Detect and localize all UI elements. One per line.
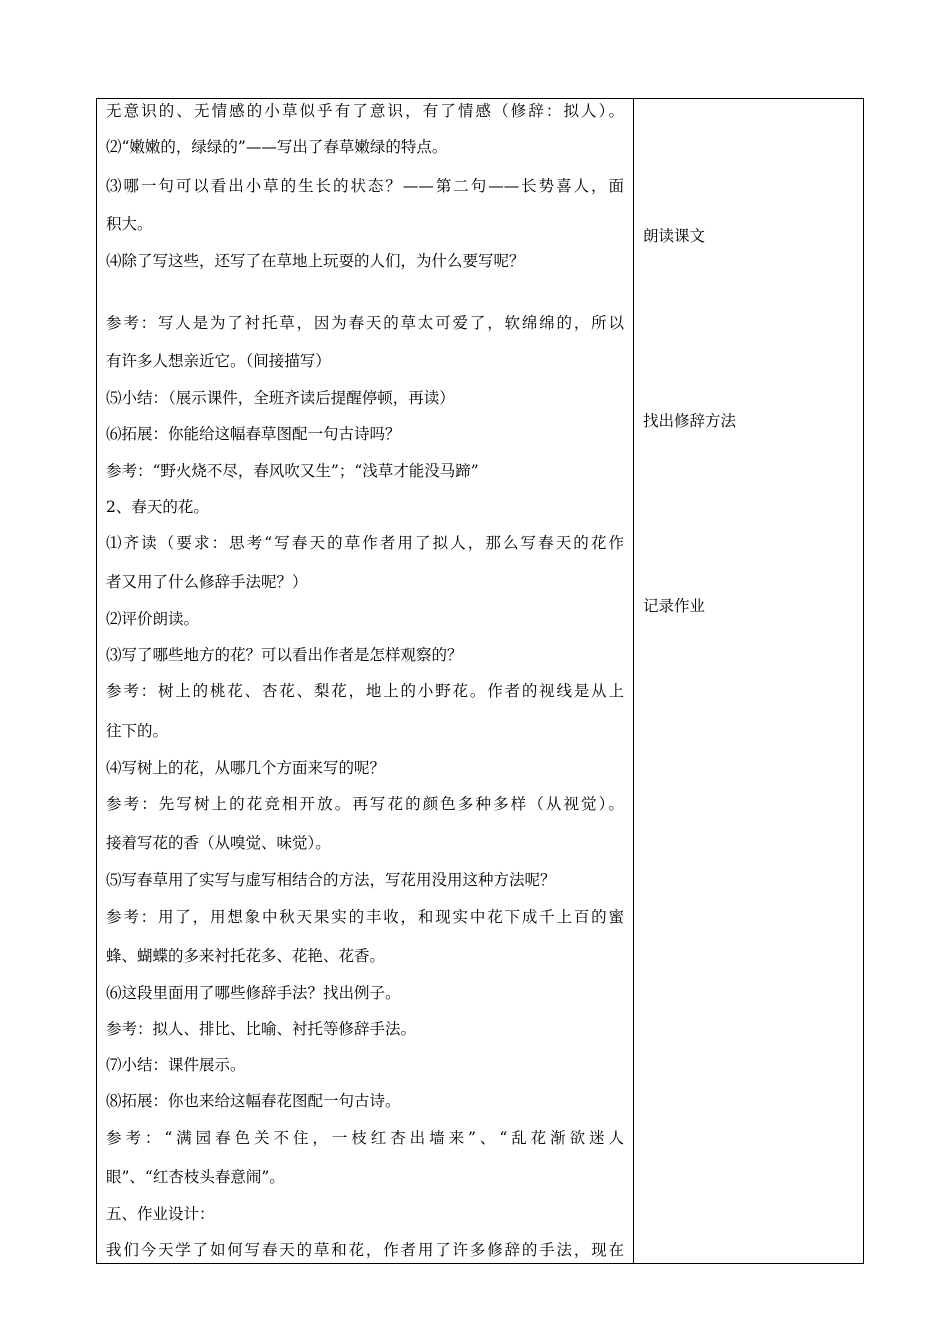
content-line: 参考：树上的桃花、杏花、梨花，地上的小野花。作者的视线是从上 bbox=[106, 682, 624, 700]
teaching-content-column bbox=[97, 99, 633, 1263]
content-line: ⑵评价朗读。 bbox=[106, 610, 200, 628]
content-line: ⑹拓展：你能给这幅春草图配一句古诗吗？ bbox=[106, 425, 401, 443]
content-line: 往下的。 bbox=[106, 722, 169, 740]
content-line: 蜂、蝴蝶的多来衬托花多、花艳、花香。 bbox=[106, 947, 386, 965]
content-line: 眼”、“红杏枝头春意闹”。 bbox=[106, 1168, 285, 1186]
content-line: 者又用了什么修辞手法呢？） bbox=[106, 573, 308, 591]
content-line: 参考：拟人、排比、比喻、衬托等修辞手法。 bbox=[106, 1020, 417, 1038]
content-line: ⑸写春草用了实写与虚写相结合的方法，写花用没用这种方法呢？ bbox=[106, 871, 556, 889]
content-line: ⑶写了哪些地方的花？可以看出作者是怎样观察的？ bbox=[106, 646, 463, 664]
content-line: 有许多人想亲近它。（间接描写） bbox=[106, 352, 331, 370]
content-line: 参考：“满园春色关不住，一枝红杏出墙来”、“乱花渐欲迷人 bbox=[106, 1129, 624, 1147]
content-line: ⑷写树上的花，从哪几个方面来写的呢？ bbox=[106, 759, 386, 777]
lesson-plan-table bbox=[96, 98, 864, 1264]
content-line: 参考：“野火烧不尽，春风吹又生”；“浅草才能没马蹄” bbox=[106, 462, 479, 480]
activity-note: 朗读课文 bbox=[643, 227, 706, 245]
section-heading: 2、春天的花。 bbox=[106, 498, 209, 516]
content-line: ⑹这段里面用了哪些修辞手法？找出例子。 bbox=[106, 984, 401, 1002]
content-line: 参考：写人是为了衬托草，因为春天的草太可爱了，软绵绵的，所以 bbox=[106, 314, 624, 332]
content-line: ⑺小结：课件展示。 bbox=[106, 1056, 246, 1074]
content-line: ⑻拓展：你也来给这幅春花图配一句古诗。 bbox=[106, 1092, 401, 1110]
content-line: 参考：先写树上的花竞相开放。再写花的颜色多种多样（从视觉）。 bbox=[106, 795, 624, 813]
content-line: 我们今天学了如何写春天的草和花，作者用了许多修辞的手法，现在 bbox=[106, 1241, 624, 1259]
content-line: ⑵“嫩嫩的，绿绿的”——写出了春草嫩绿的特点。 bbox=[106, 138, 448, 156]
activity-note: 记录作业 bbox=[643, 597, 706, 615]
content-line: 参考：用了，用想象中秋天果实的丰收，和现实中花下成千上百的蜜 bbox=[106, 908, 624, 926]
student-activity-column bbox=[634, 99, 863, 1263]
activity-note: 找出修辞方法 bbox=[643, 412, 737, 430]
content-line: ⑸小结：（展示课件，全班齐读后提醒停顿，再读） bbox=[106, 389, 455, 407]
content-line: 接着写花的香（从嗅觉、味觉）。 bbox=[106, 834, 331, 852]
section-heading: 五、作业设计： bbox=[106, 1205, 215, 1223]
content-line: ⑷除了写这些，还写了在草地上玩耍的人们，为什么要写呢？ bbox=[106, 252, 525, 270]
content-line: 积大。 bbox=[106, 215, 153, 233]
content-line: 无意识的、无情感的小草似乎有了意识，有了情感（修辞：拟人）。 bbox=[106, 102, 624, 120]
content-line: ⑶哪一句可以看出小草的生长的状态？——第二句——长势喜人，面 bbox=[106, 177, 624, 195]
content-line: ⑴齐读（要求：思考“写春天的草作者用了拟人，那么写春天的花作 bbox=[106, 534, 624, 552]
